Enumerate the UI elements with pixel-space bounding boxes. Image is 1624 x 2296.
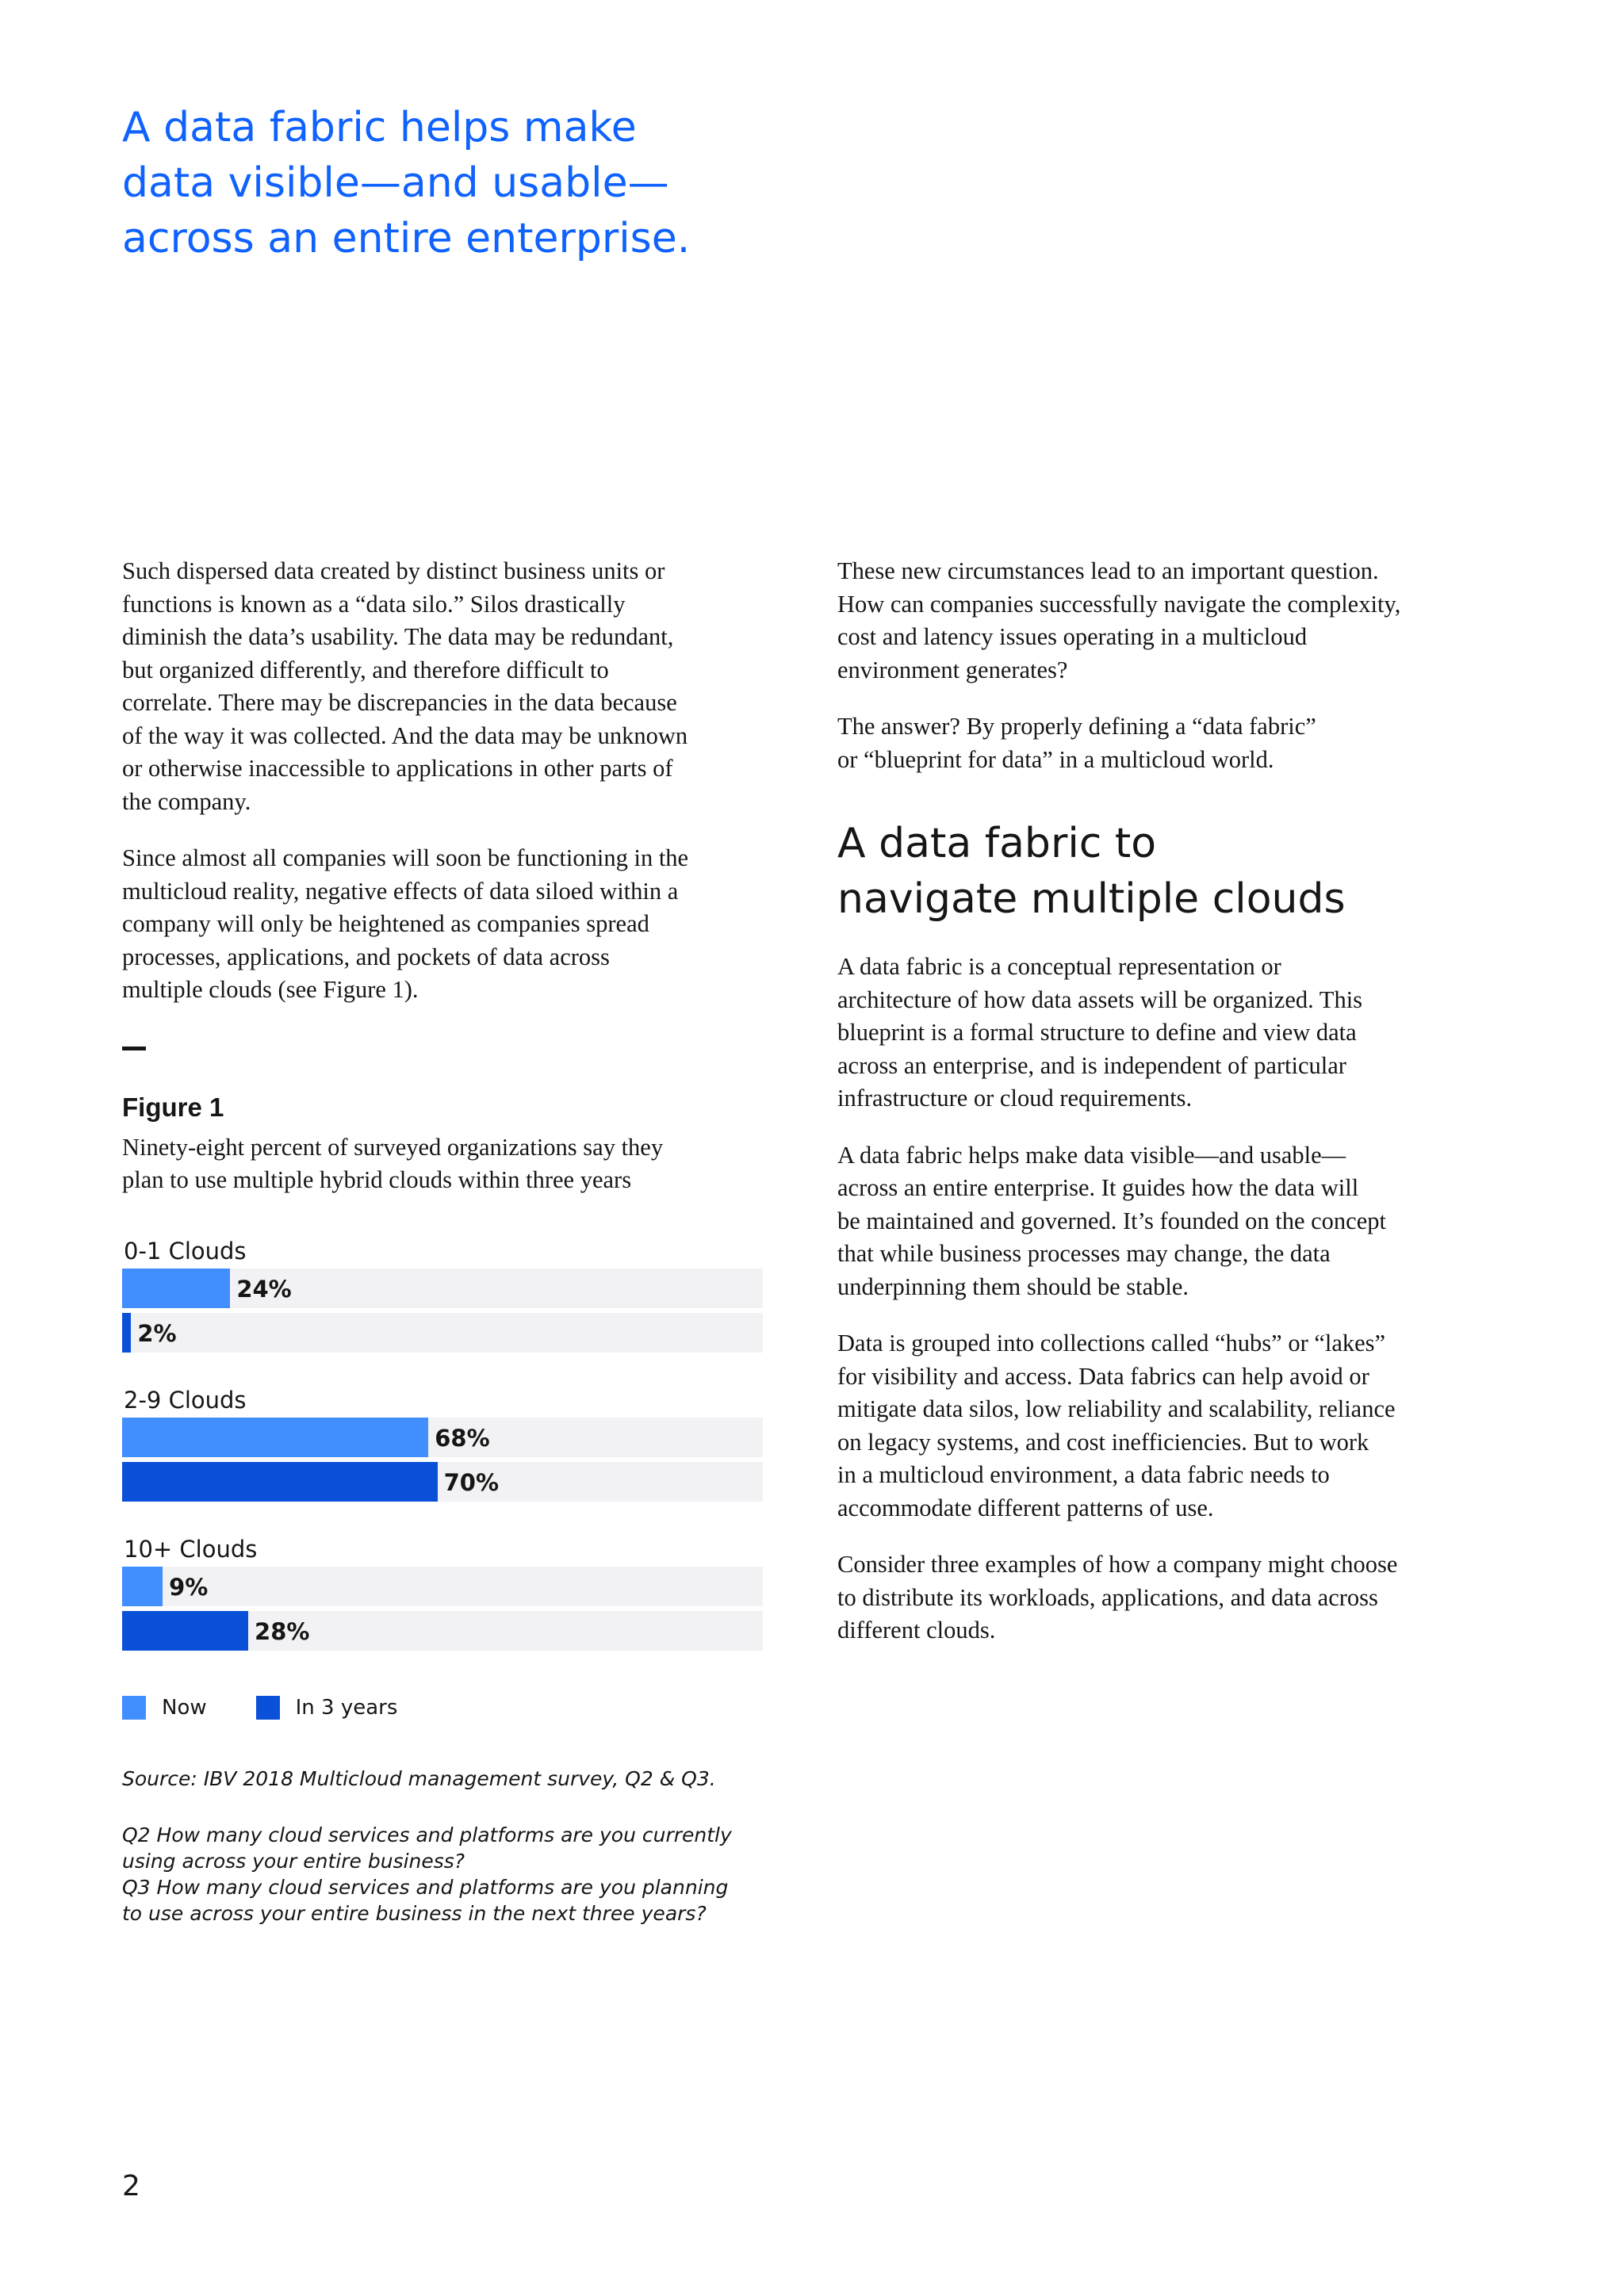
figure-divider	[122, 1047, 146, 1050]
body-paragraph: A data fabric helps make data visible—and usable— across an entire enterprise. It guides how the data will be maintained and governed. It’s founded on the concept that while business processes may change, the data underpinning them should be stable.	[837, 1141, 1386, 1300]
body-paragraph: Since almost all companies will soon be functioning in the multicloud reality, negative effects of data siloed within a company will only be heightened as companies spread processes, applications, and pockets of data across multiple clouds (see Figure 1).	[122, 844, 689, 1003]
legend-item-now	[122, 1692, 207, 1725]
category-label: 10+ Clouds	[124, 1535, 258, 1563]
bar-track	[122, 1611, 763, 1651]
legend-swatch	[122, 1696, 146, 1720]
chart-group-0	[122, 1235, 763, 1353]
bar-3yr-0-1-clouds	[122, 1313, 131, 1353]
bar-3yr-2-9-clouds	[122, 1462, 438, 1502]
bar-now-0-1-clouds	[122, 1269, 230, 1308]
bar-track	[122, 1462, 763, 1502]
value-label: 2%	[137, 1319, 177, 1347]
bar-track	[122, 1418, 763, 1457]
figure-label: Figure 1	[122, 1092, 224, 1122]
value-label: 28%	[255, 1617, 310, 1645]
chart-legend	[122, 1692, 763, 1725]
bar-chart	[122, 1235, 763, 1725]
figure-source: Source: IBV 2018 Multicloud management survey, Q2 & Q3.	[122, 1767, 716, 1790]
category-label: 2-9 Clouds	[124, 1386, 247, 1414]
legend-label: In 3 years	[295, 1695, 398, 1720]
body-paragraph: These new circumstances lead to an important question. How can companies successfully navigate the complexity, cost and latency issues operating in a multicloud environment generates?	[837, 557, 1401, 683]
chart-group-2	[122, 1533, 763, 1651]
left-column	[122, 555, 774, 1950]
section-heading: A data fabric to navigate multiple clouds	[837, 820, 1346, 923]
body-paragraph: Data is grouped into collections called “hubs” or “lakes” for visibility and access. Data fabrics can help avoid or mitigate data silos, low reliability and scalability, reliance on legacy systems, and cost inefficiencies. But to work in a multicloud environment, a data fabric needs to accommodate different patterns of use.	[837, 1330, 1396, 1521]
chart-group-1	[122, 1384, 763, 1502]
value-label: 24%	[236, 1275, 292, 1303]
legend-item-3-years	[256, 1692, 398, 1725]
body-paragraph: Such dispersed data created by distinct business units or functions is known as a “data silo.” Silos drastically diminish the data’s usability. The data may be redundant, but organized differently, and therefore difficult to correlate. There may be discrepancies in the data because of the way it was collected. And the data may be unknown or otherwise inaccessible to applications in other parts of the company.	[122, 557, 688, 815]
body-paragraph: Consider three examples of how a company might choose to distribute its workloads, applications, and data across different clouds.	[837, 1551, 1398, 1644]
bar-3yr-10-plus-clouds	[122, 1611, 248, 1651]
bar-now-2-9-clouds	[122, 1418, 428, 1457]
figure-caption: Ninety-eight percent of surveyed organizations say they plan to use multiple hybrid clouds within three years	[122, 1133, 664, 1193]
body-paragraph: A data fabric is a conceptual representation or architecture of how data assets will be organized. This blueprint is a formal structure to define and view data across an enterprise, and is independent of particular infrastructure or cloud requirements.	[837, 953, 1363, 1112]
legend-swatch	[256, 1696, 280, 1720]
bar-track	[122, 1313, 763, 1353]
bar-track	[122, 1269, 763, 1308]
bar-track	[122, 1567, 763, 1606]
bar-now-10-plus-clouds	[122, 1567, 163, 1606]
value-label: 9%	[169, 1573, 209, 1601]
legend-label: Now	[162, 1695, 207, 1720]
page-number: 2	[122, 2170, 140, 2202]
value-label: 68%	[435, 1424, 490, 1452]
body-paragraph: The answer? By properly defining a “data fabric” or “blueprint for data” in a multicloud world.	[837, 713, 1316, 773]
pull-quote: A data fabric helps make data visible—and usable— across an entire enterprise.	[122, 104, 691, 262]
value-label: 70%	[443, 1468, 500, 1496]
right-column	[837, 555, 1496, 1671]
figure-questions: Q2 How many cloud services and platforms are you currently using across your entire business? Q3 How many cloud services and platforms are you planning to use across your entire business in the next three years?	[122, 1823, 732, 1925]
category-label: 0-1 Clouds	[124, 1237, 247, 1265]
